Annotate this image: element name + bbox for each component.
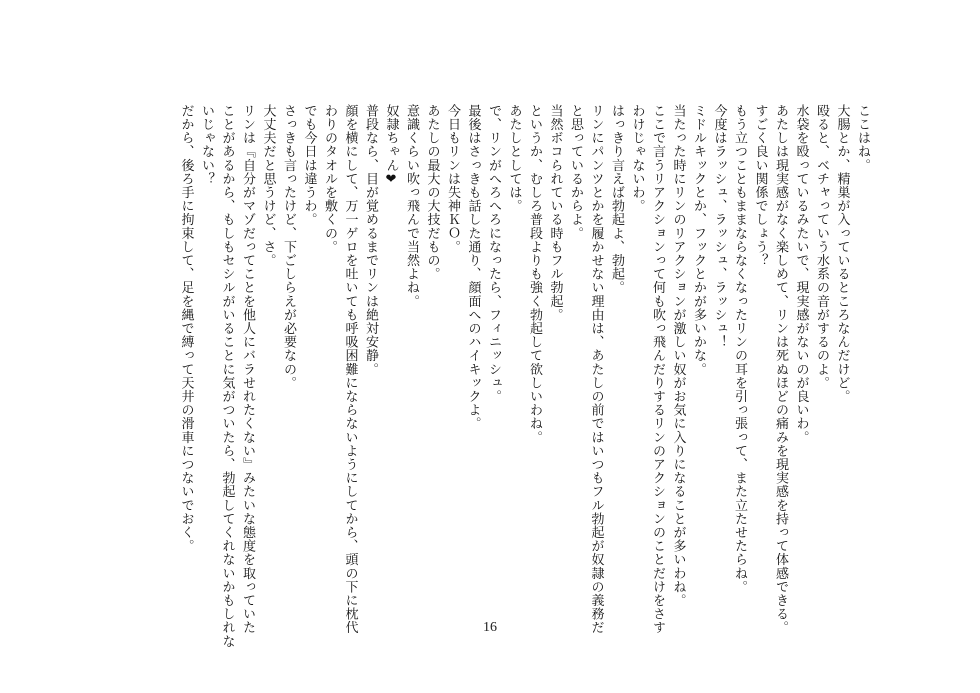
text-line: 意識くらい吹っ飛んで当然よね。 (404, 104, 419, 308)
text-line: わけじゃないわ。 (629, 104, 645, 213)
text-line: 最後はさっきも話した通り、顔面へのハイキックよ。 (465, 104, 481, 431)
text-line: と思っているからよ。 (568, 104, 583, 240)
text-line: 今日もリンは失神ＫＯ。 (445, 104, 460, 254)
text-line: 当たった時にリンのリアクションが激しい奴がお気に入りになることが多いわね。 (670, 104, 686, 608)
text-line: すごく良い関係でしょう？ (752, 104, 768, 268)
text-line: いじゃない？ (199, 104, 214, 186)
text-line: リンは『自分がマゾだってことを他人にバラせれたくない』みたいな態度を取っていた (240, 104, 255, 635)
page-number: 16 (483, 620, 497, 635)
text-line: ことがあるから、もしもセシルがいることに気がついたら、勃起してくれないかもしれな (219, 104, 235, 648)
text-line: はっきり言えば勃起よ、勃起。 (609, 104, 624, 295)
text-line: さっきも言ったけど、下ごしらえが必要なの。 (281, 104, 296, 390)
text-line: ここで言うリアクションって何も吹っ飛んだりするリンのアクションのことだけをさす (650, 104, 665, 635)
text-line: というか、むしろ普段よりも強く勃起して欲しいわね。 (527, 104, 542, 444)
text-line: リンにパンツとかを履かせない理由は、あたしの前ではいつもフル勃起が奴隷の義務だ (588, 104, 604, 635)
text-line: だから、後ろ手に拘束して、足を縄で縛って天井の滑車につないでおく。 (178, 104, 194, 553)
text-line: 水袋を殴っているみたいで、現実感がないのが良いわ。 (793, 104, 809, 444)
text-line: 普段なら、目が覚めるまでリンは絶対安静。 (363, 104, 378, 376)
text-line: あたしの最大の大技だもの。 (424, 104, 440, 281)
text-line: 大丈夫だと思うけど、さ。 (260, 104, 276, 268)
text-line: 顔を横にして、万一ゲロを吐いても呼吸困難にならないようにしてから、頭の下に枕代 (342, 104, 358, 635)
text-line: 殴ると、ベチャっていう水系の音がするのよ。 (814, 104, 829, 390)
text-line: でも今日は違うわ。 (301, 104, 317, 227)
text-line: 奴隷ちゃん❤ (383, 104, 399, 188)
text-line: あたしとしては。 (506, 104, 522, 213)
text-line: ミドルキックとか、フックとかが多いかな。 (691, 104, 706, 376)
text-line: 当然ボコられている時もフル勃起。 (547, 104, 563, 322)
text-line: 今度はラッシュ、ラッシュ、ラッシュ！ (711, 104, 727, 349)
text-line: で、リンがへろへろになったら、フィニッシュ。 (486, 104, 501, 404)
text-line: あたしは現実感がなく楽しめて、リンは死ぬほどの痛みを現実感を持って体感できる。 (773, 104, 788, 635)
text-line: わりのタオルを敷くの。 (322, 104, 337, 254)
text-line: もう立つこともままならなくなったリンの耳を引っ張って、また立たせたらね。 (732, 104, 747, 594)
text-line: ここはね。 (855, 104, 870, 172)
text-line: 大腸とか、精巣が入っているところなんだけど。 (834, 104, 850, 404)
